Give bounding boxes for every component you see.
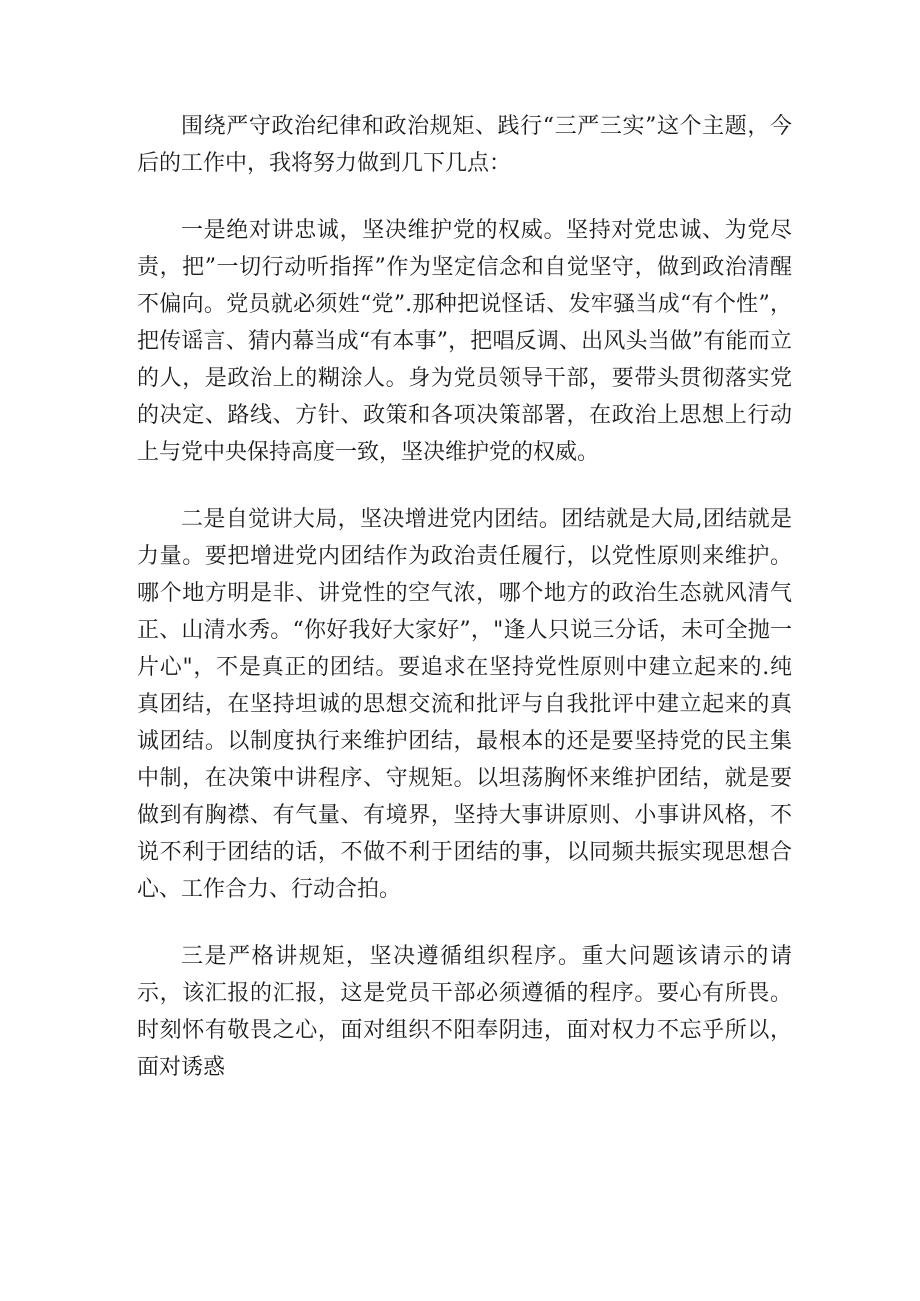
paragraph-intro: 围绕严守政治纪律和政治规矩、践行“三严三实”这个主题，今后的工作中，我将努力做到几下几点：: [137, 114, 792, 176]
paragraph-unity: 二是自觉讲大局，坚决增进党内团结。团结就是大局,团结就是力量。要把增进党内团结作为政治责任履行，以党性原则来维护。哪个地方明是非、讲党性的空气浓，哪个地方的政治生态就风清气正、山清水秀。“你好我好大家好”，"逢人只说三分话，未可全抛一片心"，不是真正的团结。要追求在坚持党性原则中建立起来的.纯真团结，在坚持坦诚的思想交流和批评与自我批评中建立起来的真诚团结。以制度执行来维护团结，最根本的还是要坚持党的民主集中制，在决策中讲程序、守规矩。以坦荡胸怀来维护团结，就是要做到有胸襟、有气量、有境界，坚持大事讲原则、小事讲风格，不说不利于团结的话，不做不利于团结的事，以同频共振实现思想合心、工作合力、行动合拍。: [137, 507, 792, 902]
paragraph-rules: 三是严格讲规矩，坚决遵循组织程序。重大问题该请示的请示，该汇报的汇报，这是党员干部必须遵循的程序。要心有所畏。时刻怀有敬畏之心，面对组织不阳奉阴违，面对权力不忘乎所以，面对诱惑: [137, 944, 792, 1080]
paragraph-loyalty: 一是绝对讲忠诚，坚决维护党的权威。坚持对党忠诚、为党尽责，把”一切行动听指挥”作为坚定信念和自觉坚守，做到政治清醒不偏向。党员就必须姓“党”.那种把说怪话、发牢骚当成“有个性”，把传谣言、猜内幕当成“有本事”，把唱反调、出风头当做”有能而立的人，是政治上的糊涂人。身为党员领导干部，要带头贯彻落实党的决定、路线、方针、政策和各项决策部署，在政治上思想上行动上与党中央保持高度一致，坚决维护党的权威。: [137, 218, 792, 465]
document-page: [137, 108, 792, 1116]
